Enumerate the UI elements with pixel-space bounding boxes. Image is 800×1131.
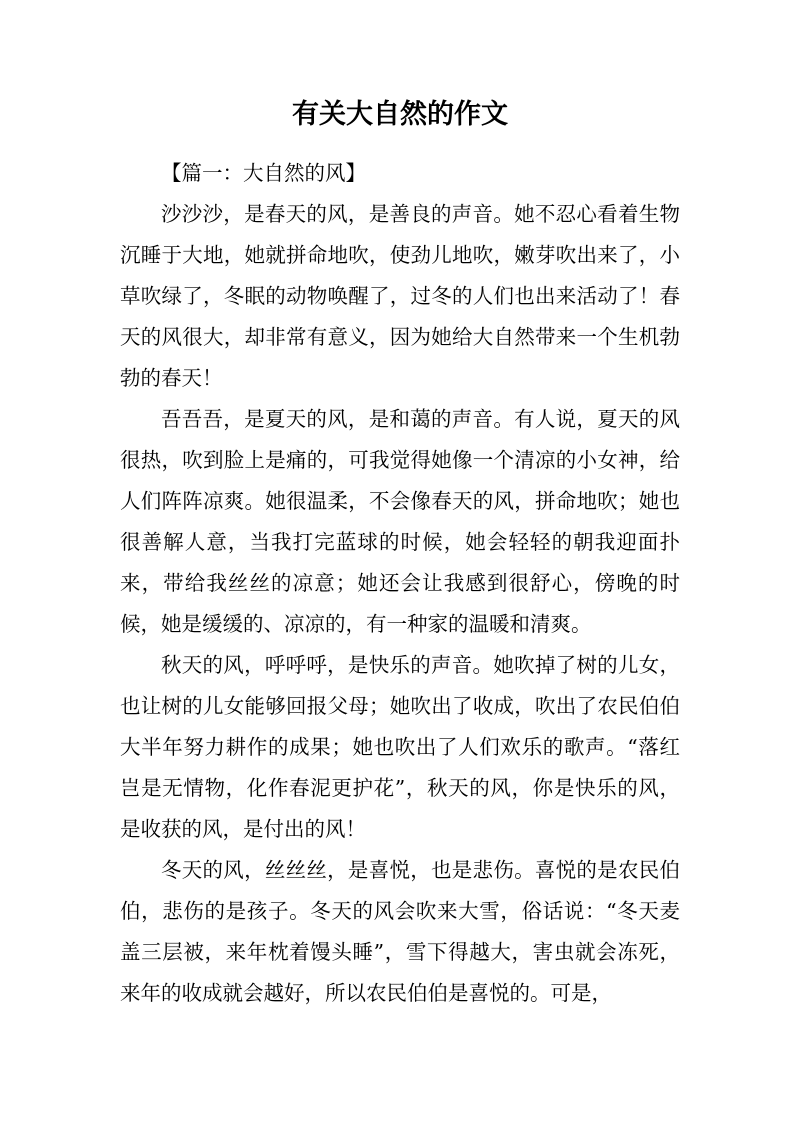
paragraph-winter: 冬天的风，丝丝丝，是喜悦，也是悲伤。喜悦的是农民伯伯，悲伤的是孩子。冬天的风会吹来大雪，俗话说：“冬天麦盖三层被，来年枕着馒头睡”，雪下得越大，害虫就会冻死，来年的收成就会越好，所以农民伯伯是喜悦的。可是， xyxy=(120,858,680,1005)
document-body xyxy=(120,153,680,1014)
paragraph-summer: 吾吾吾，是夏天的风，是和蔼的声音。有人说，夏天的风很热，吹到脸上是痛的，可我觉得她像一个清凉的小女神，给人们阵阵凉爽。她很温柔，不会像春天的风，拼命地吹；她也很善解人意，当我打完蓝球的时候，她会轻轻的朝我迎面扑来，带给我丝丝的凉意；她还会让我感到很舒心，傍晚的时候，她是缓缓的、凉凉的，有一种家的温暖和清爽。 xyxy=(120,407,680,636)
document-title: 有关大自然的作文 xyxy=(292,99,508,130)
section-heading: 【篇一：大自然的风】 xyxy=(161,161,366,185)
paragraph-autumn: 秋天的风，呼呼呼，是快乐的声音。她吹掉了树的儿女，也让树的儿女能够回报父母；她吹出了收成，吹出了农民伯伯大半年努力耕作的成果；她也吹出了人们欢乐的歌声。“落红岂是无情物，化作春泥更护花”，秋天的风，你是快乐的风，是收获的风，是付出的风！ xyxy=(120,653,680,841)
paragraph-spring: 沙沙沙，是春天的风，是善良的声音。她不忍心看着生物沉睡于大地，她就拼命地吹，使劲儿地吹，嫩芽吹出来了，小草吹绿了，冬眠的动物唤醒了，过冬的人们也出来活动了！春天的风很大，却非常有意义，因为她给大自然带来一个生机勃勃的春天！ xyxy=(120,202,680,390)
